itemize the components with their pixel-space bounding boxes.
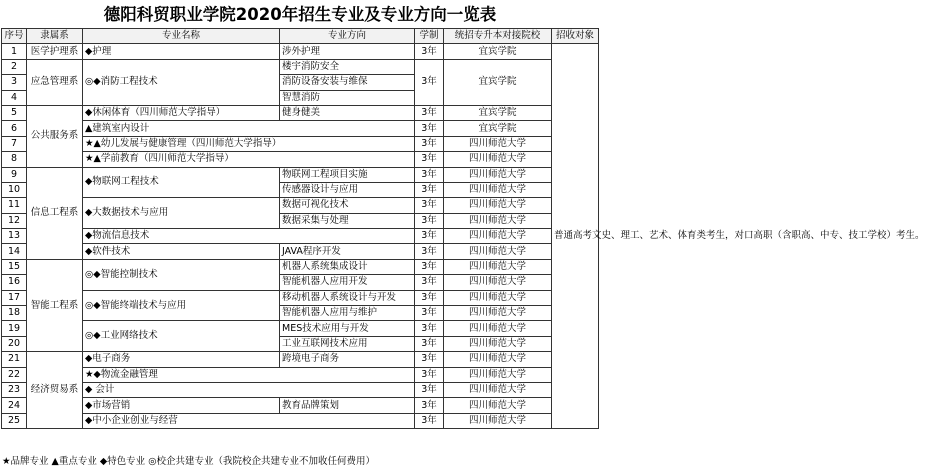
row-number: 20 (2, 336, 27, 351)
major-cell: ◎◆智能控制技术 (83, 259, 280, 290)
table-row (2, 367, 599, 382)
direction-cell: 机器人系统集成设计 (280, 259, 415, 274)
school-cell: 四川师范大学 (444, 275, 552, 290)
department-cell: 经济贸易系 (27, 352, 83, 429)
school-cell: 宜宾学院 (444, 121, 552, 136)
row-number: 5 (2, 105, 27, 120)
duration-cell: 3年 (415, 336, 444, 351)
direction-cell: JAVA程序开发 (280, 244, 415, 259)
table-row (2, 229, 599, 244)
school-cell: 四川师范大学 (444, 198, 552, 213)
table-row (2, 413, 599, 428)
header-index: 序号 (2, 29, 27, 44)
duration-cell: 3年 (415, 259, 444, 274)
header-major: 专业名称 (83, 29, 280, 44)
target-cell: 普通高考文史、理工、艺术、体育类考生，对口高职（含职高、中专、技工学校）考生。 (552, 44, 599, 429)
direction-cell: 物联网工程项目实施 (280, 167, 415, 182)
majors-table (1, 28, 925, 429)
page-title: 德阳科贸职业学院2020年招生专业及专业方向一览表 (103, 5, 497, 24)
school-cell: 四川师范大学 (444, 336, 552, 351)
major-cell: ◆ 会计 (83, 382, 415, 397)
row-number: 25 (2, 413, 27, 428)
major-cell: ◆电子商务 (83, 352, 280, 367)
table-row (2, 59, 599, 74)
row-number: 22 (2, 367, 27, 382)
duration-cell: 3年 (415, 275, 444, 290)
legend-note: ★品牌专业 ▲重点专业 ◆特色专业 ◎校企共建专业（我院校企共建专业不加收任何费用） (2, 456, 375, 467)
school-cell: 四川师范大学 (444, 382, 552, 397)
row-number: 8 (2, 152, 27, 167)
table-row (2, 398, 599, 413)
duration-cell: 3年 (415, 136, 444, 151)
duration-cell: 3年 (415, 321, 444, 336)
row-number: 9 (2, 167, 27, 182)
duration-cell: 3年 (415, 121, 444, 136)
table-row (2, 290, 599, 305)
row-number: 4 (2, 90, 27, 105)
row-number: 12 (2, 213, 27, 228)
major-cell: ◆物流信息技术 (83, 229, 415, 244)
duration-cell: 3年 (415, 229, 444, 244)
school-cell: 四川师范大学 (444, 367, 552, 382)
department-cell: 智能工程系 (27, 259, 83, 351)
header-target: 招收对象 (552, 29, 599, 44)
row-number: 21 (2, 352, 27, 367)
major-cell: ◎◆消防工程技术 (83, 59, 280, 105)
direction-cell: 数据可视化技术 (280, 198, 415, 213)
major-cell: ◎◆工业网络技术 (83, 321, 280, 352)
major-cell: ◆护理 (83, 44, 280, 59)
major-cell: ◆软件技术 (83, 244, 280, 259)
table-row (2, 121, 599, 136)
direction-cell: 智能机器人应用开发 (280, 275, 415, 290)
school-cell: 四川师范大学 (444, 136, 552, 151)
school-cell: 宜宾学院 (444, 44, 552, 59)
major-cell: ◆休闲体育（四川师范大学指导） (83, 105, 280, 120)
header-department: 隶属系 (27, 29, 83, 44)
row-number: 2 (2, 59, 27, 74)
school-cell: 四川师范大学 (444, 413, 552, 428)
duration-cell: 3年 (415, 105, 444, 120)
direction-cell: 数据采集与处理 (280, 213, 415, 228)
row-number: 6 (2, 121, 27, 136)
direction-cell: 智慧消防 (280, 90, 415, 105)
major-cell: ★▲幼儿发展与健康管理（四川师范大学指导） (83, 136, 415, 151)
table-row (2, 44, 599, 59)
duration-cell: 3年 (415, 198, 444, 213)
row-number: 7 (2, 136, 27, 151)
direction-cell: 跨境电子商务 (280, 352, 415, 367)
major-cell: ◆市场营销 (83, 398, 280, 413)
department-cell: 应急管理系 (27, 59, 83, 105)
direction-cell: 传感器设计与应用 (280, 182, 415, 197)
row-number: 18 (2, 306, 27, 321)
row-number: 10 (2, 182, 27, 197)
row-number: 24 (2, 398, 27, 413)
row-number: 13 (2, 229, 27, 244)
row-number: 19 (2, 321, 27, 336)
school-cell: 四川师范大学 (444, 259, 552, 274)
duration-cell: 3年 (415, 398, 444, 413)
major-cell: ★◆物流金融管理 (83, 367, 415, 382)
duration-cell: 3年 (415, 290, 444, 305)
row-number: 16 (2, 275, 27, 290)
direction-cell: 健身健美 (280, 105, 415, 120)
major-cell: ◆物联网工程技术 (83, 167, 280, 198)
table-row (2, 244, 599, 259)
direction-cell: 智能机器人应用与维护 (280, 306, 415, 321)
direction-cell: 工业互联网技术应用 (280, 336, 415, 351)
direction-cell: 楼宇消防安全 (280, 59, 415, 74)
school-cell: 四川师范大学 (444, 244, 552, 259)
duration-cell: 3年 (415, 352, 444, 367)
table-row (2, 321, 599, 336)
duration-cell: 3年 (415, 306, 444, 321)
duration-cell: 3年 (415, 167, 444, 182)
department-cell: 公共服务系 (27, 105, 83, 167)
duration-cell: 3年 (415, 413, 444, 428)
school-cell: 四川师范大学 (444, 167, 552, 182)
major-cell: ◎◆智能终端技术与应用 (83, 290, 280, 321)
school-cell: 四川师范大学 (444, 306, 552, 321)
direction-cell: 消防设备安装与维保 (280, 75, 415, 90)
school-cell: 宜宾学院 (444, 59, 552, 105)
school-cell: 四川师范大学 (444, 290, 552, 305)
school-cell: 四川师范大学 (444, 152, 552, 167)
table-row (2, 167, 599, 182)
row-number: 1 (2, 44, 27, 59)
direction-cell: 移动机器人系统设计与开发 (280, 290, 415, 305)
table-header-row (2, 29, 599, 44)
duration-cell: 3年 (415, 244, 444, 259)
row-number: 3 (2, 75, 27, 90)
table-row (2, 152, 599, 167)
header-school: 统招专升本对接院校 (444, 29, 552, 44)
department-cell: 信息工程系 (27, 167, 83, 259)
school-cell: 宜宾学院 (444, 105, 552, 120)
duration-cell: 3年 (415, 367, 444, 382)
table-row (2, 136, 599, 151)
school-cell: 四川师范大学 (444, 213, 552, 228)
header-direction: 专业方向 (280, 29, 415, 44)
direction-cell: 涉外护理 (280, 44, 415, 59)
direction-cell: 教育品牌策划 (280, 398, 415, 413)
major-cell: ◆大数据技术与应用 (83, 198, 280, 229)
major-cell: ◆中小企业创业与经营 (83, 413, 415, 428)
row-number: 14 (2, 244, 27, 259)
table-row (2, 105, 599, 120)
table-row (2, 352, 599, 367)
row-number: 17 (2, 290, 27, 305)
major-cell: ▲建筑室内设计 (83, 121, 415, 136)
table-row (2, 382, 599, 397)
duration-cell: 3年 (415, 44, 444, 59)
duration-cell: 3年 (415, 182, 444, 197)
school-cell: 四川师范大学 (444, 398, 552, 413)
duration-cell: 3年 (415, 59, 444, 105)
row-number: 23 (2, 382, 27, 397)
duration-cell: 3年 (415, 152, 444, 167)
row-number: 11 (2, 198, 27, 213)
table-row (2, 259, 599, 274)
school-cell: 四川师范大学 (444, 229, 552, 244)
table-row (2, 198, 599, 213)
direction-cell: MES技术应用与开发 (280, 321, 415, 336)
school-cell: 四川师范大学 (444, 352, 552, 367)
school-cell: 四川师范大学 (444, 182, 552, 197)
department-cell: 医学护理系 (27, 44, 83, 59)
header-duration: 学制 (415, 29, 444, 44)
duration-cell: 3年 (415, 213, 444, 228)
duration-cell: 3年 (415, 382, 444, 397)
major-cell: ★▲学前教育（四川师范大学指导） (83, 152, 415, 167)
school-cell: 四川师范大学 (444, 321, 552, 336)
row-number: 15 (2, 259, 27, 274)
